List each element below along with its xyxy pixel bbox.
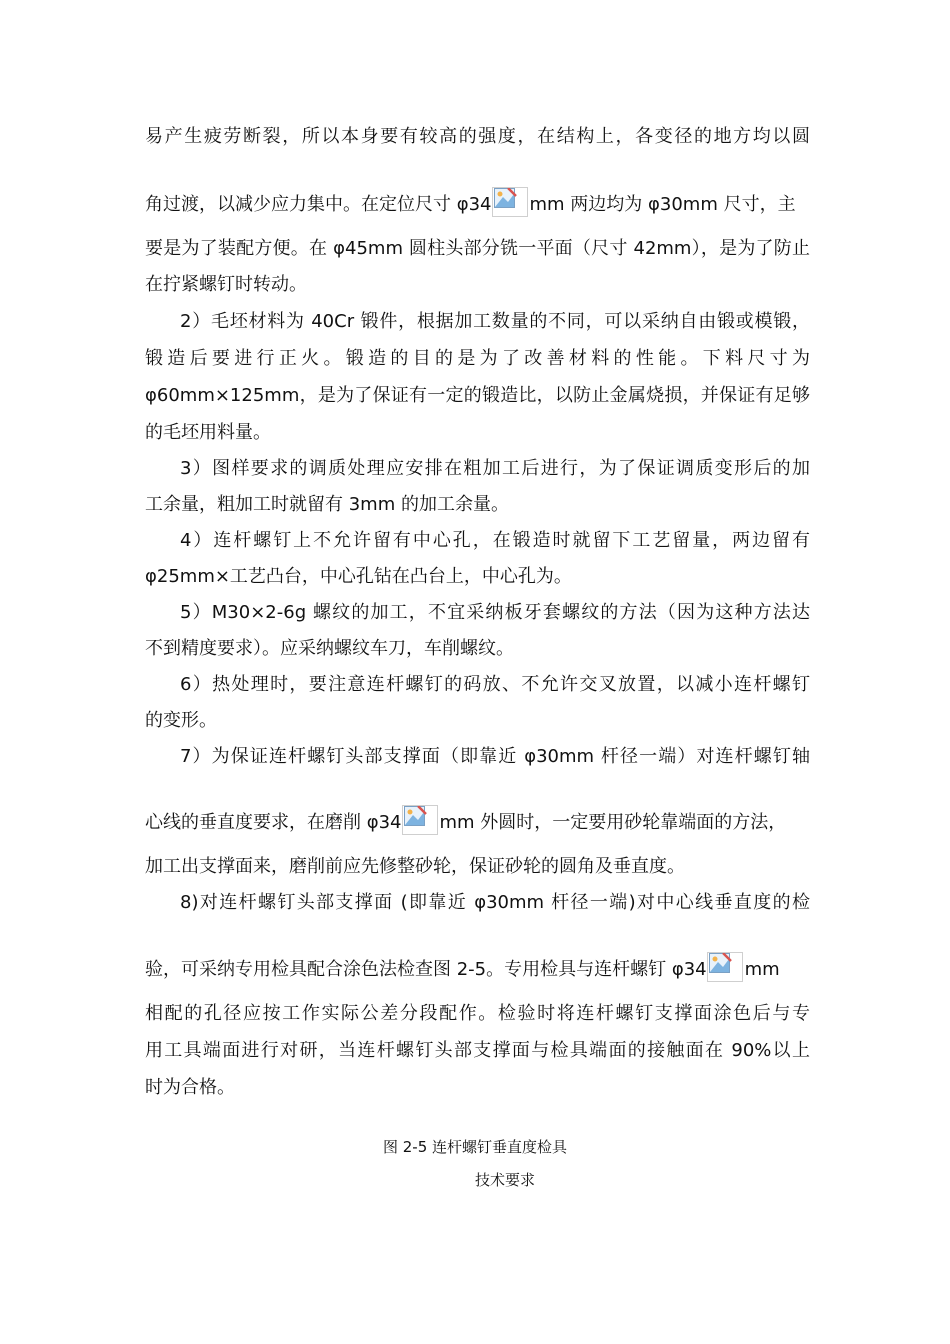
text-line: 7）为保证连杆螺钉头部支撑面（即靠近 φ30mm 杆径一端）对连杆螺钉轴 <box>180 746 810 767</box>
text-segment: mm 两边均为 φ30mm 尺寸，主 <box>529 194 796 215</box>
text-line: 锻造后要进行正火。锻造的目的是为了改善材料的性能。下料尺寸为 <box>145 348 810 369</box>
text-line <box>145 805 810 835</box>
text-line <box>145 952 810 982</box>
text-line: φ25mm×工艺凸台，中心孔钻在凸台上，中心孔为。 <box>145 566 572 587</box>
text-line: 在拧紧螺钉时转动。 <box>145 274 307 295</box>
text-line: φ60mm×125mm，是为了保证有一定的锻造比，以防止金属烧损，并保证有足够 <box>145 385 810 406</box>
text-line: 不到精度要求）。应采纳螺纹车刀，车削螺纹。 <box>145 638 514 659</box>
figure-subtitle: 技术要求 <box>474 1171 535 1189</box>
figure-caption: 图 2-5 连杆螺钉垂直度检具 <box>382 1138 568 1156</box>
broken-image-icon <box>492 187 528 217</box>
text-segment: 心线的垂直度要求，在磨削 φ34 <box>145 812 402 833</box>
text-line: 相配的孔径应按工作实际公差分段配作。检验时将连杆螺钉支撑面涂色后与专 <box>145 1003 810 1024</box>
text-segment: 验，可采纳专用检具配合涂色法检查图 2-5。专用检具与连杆螺钉 φ34 <box>145 959 707 980</box>
text-line: 易产生疲劳断裂，所以本身要有较高的强度，在结构上，各变径的地方均以圆 <box>145 126 810 147</box>
text-line: 3）图样要求的调质处理应安排在粗加工后进行，为了保证调质变形后的加 <box>180 458 810 479</box>
broken-image-icon <box>707 952 743 982</box>
text-line: 加工出支撑面来，磨削前应先修整砂轮，保证砂轮的圆角及垂直度。 <box>145 856 685 877</box>
text-line: 6）热处理时，要注意连杆螺钉的码放、不允许交叉放置，以减小连杆螺钉 <box>180 674 810 695</box>
text-line <box>145 187 810 217</box>
text-line: 要是为了装配方便。在 φ45mm 圆柱头部分铣一平面（尺寸 42mm），是为了防止 <box>145 238 810 259</box>
broken-image-icon <box>402 805 438 835</box>
text-line: 8)对连杆螺钉头部支撑面 (即靠近 φ30mm 杆径一端)对中心线垂直度的检 <box>180 892 810 913</box>
text-line: 2）毛坯材料为 40Cr 锻件，根据加工数量的不同，可以采纳自由锻或模锻， <box>180 311 810 332</box>
text-segment: mm <box>744 959 780 980</box>
text-line: 的变形。 <box>145 710 217 731</box>
text-line: 的毛坯用料量。 <box>145 422 271 443</box>
text-line: 工余量，粗加工时就留有 3mm 的加工余量。 <box>145 494 509 515</box>
text-line: 5）M30×2-6g 螺纹的加工，不宜采纳板牙套螺纹的方法（因为这种方法达 <box>180 602 810 623</box>
text-line: 时为合格。 <box>145 1077 235 1098</box>
text-line: 用工具端面进行对研，当连杆螺钉头部支撑面与检具端面的接触面在 90%以上 <box>145 1040 810 1061</box>
text-segment: 角过渡，以减少应力集中。在定位尺寸 φ34 <box>145 194 492 215</box>
text-segment: mm 外圆时，一定要用砂轮靠端面的方法， <box>439 812 787 833</box>
text-line: 4）连杆螺钉上不允许留有中心孔，在锻造时就留下工艺留量，两边留有 <box>180 530 810 551</box>
